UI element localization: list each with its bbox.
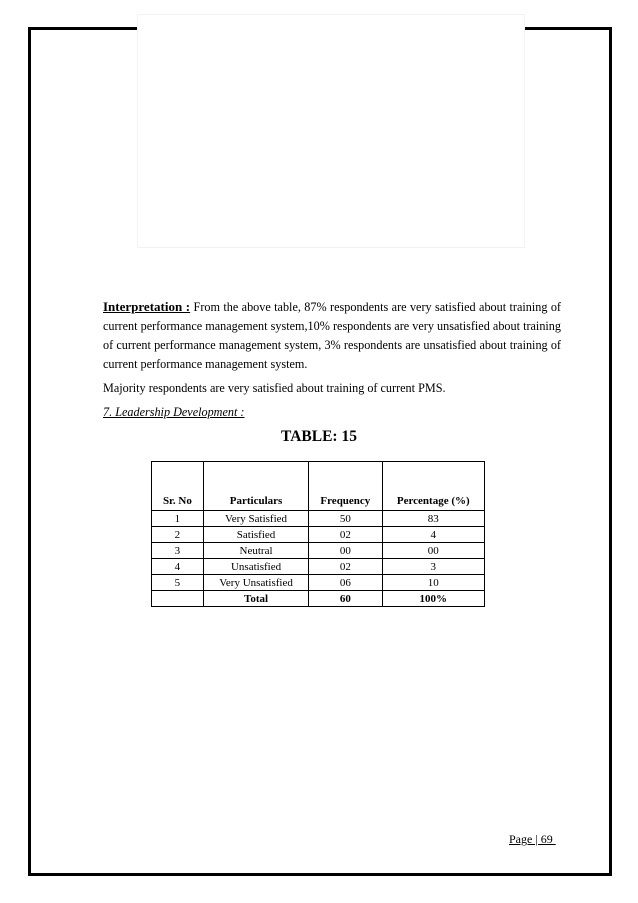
majority-paragraph: Majority respondents are very satisfied about training of current PMS. [103, 381, 446, 395]
header-particulars: Particulars [203, 462, 308, 511]
cell-frequency: 02 [309, 559, 382, 575]
table-row [152, 527, 485, 543]
frequency-table [151, 461, 485, 607]
header-sr-no: Sr. No [152, 462, 204, 511]
cell-percentage: 10 [382, 575, 484, 591]
cell-particulars: Neutral [203, 543, 308, 559]
cell-frequency: 50 [309, 511, 382, 527]
cell-particulars: Very Unsatisfied [203, 575, 308, 591]
cell-particulars: Unsatisfied [203, 559, 308, 575]
header-frequency: Frequency [309, 462, 382, 511]
cell-particulars: Very Satisfied [203, 511, 308, 527]
cell-frequency: 00 [309, 543, 382, 559]
cell-percentage: 3 [382, 559, 484, 575]
interpretation-label: Interpretation : [103, 299, 191, 314]
cell-percentage: 4 [382, 527, 484, 543]
cell-percentage: 00 [382, 543, 484, 559]
table-row [152, 543, 485, 559]
cell-frequency: 06 [309, 575, 382, 591]
table-title: TABLE: 15 [281, 428, 357, 445]
section-heading: 7. Leadership Development : [103, 405, 245, 419]
interpretation-paragraph [103, 297, 561, 374]
cell-percentage: 83 [382, 511, 484, 527]
table-header-row [152, 462, 485, 511]
blank-image-area [137, 14, 525, 248]
cell-total-label: Total [203, 591, 308, 607]
cell-total-frequency: 60 [309, 591, 382, 607]
cell-sr-no: 3 [152, 543, 204, 559]
page-number: Page | 69 [509, 832, 556, 846]
table-row [152, 575, 485, 591]
interpretation-text: From the above table, 87% respondents are very satisfied about training of current performance management system,10% respondents are very unsatisfied about training of current performance management system, 3% respondents are unsatisfied about training of current performance management system. [103, 300, 561, 371]
cell-sr-no: 2 [152, 527, 204, 543]
cell-total-blank [152, 591, 204, 607]
cell-sr-no: 5 [152, 575, 204, 591]
table-total-row [152, 591, 485, 607]
header-percentage: Percentage (%) [382, 462, 484, 511]
cell-particulars: Satisfied [203, 527, 308, 543]
cell-sr-no: 1 [152, 511, 204, 527]
cell-total-percentage: 100% [382, 591, 484, 607]
cell-frequency: 02 [309, 527, 382, 543]
cell-sr-no: 4 [152, 559, 204, 575]
table-row [152, 511, 485, 527]
table-row [152, 559, 485, 575]
